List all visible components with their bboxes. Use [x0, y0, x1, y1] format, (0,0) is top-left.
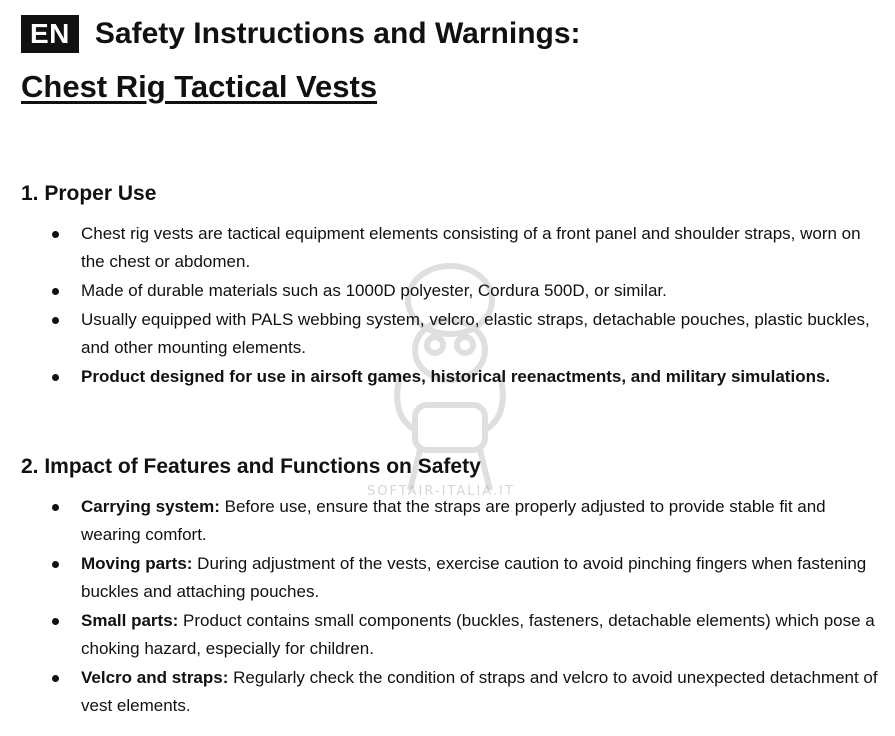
bullet-icon: [52, 374, 59, 381]
document-page: [21, 14, 881, 721]
list-item: Carrying system: Before use, ensure that the straps are properly adjusted to provide stable fit and wearing comfort.: [21, 493, 881, 549]
list-item: Small parts: Product contains small components (buckles, fasteners, detachable elements) which pose a choking hazard, especially for children.: [21, 607, 881, 663]
bullet-icon: [52, 504, 59, 511]
page-subtitle: Chest Rig Tactical Vests: [21, 69, 378, 104]
bullet-icon: [52, 675, 59, 682]
title-row: [21, 14, 881, 54]
section-heading-proper-use: 1. Proper Use: [21, 182, 157, 205]
list-item: Chest rig vests are tactical equipment elements consisting of a front panel and shoulder straps, worn on the chest or abdomen.: [21, 220, 881, 276]
bullet-icon: [52, 561, 59, 568]
bullet-icon: [52, 618, 59, 625]
watermark-text: SOFTAIR-ITALIA.IT: [367, 484, 515, 499]
language-badge: EN: [21, 15, 79, 53]
bullet-icon: [52, 317, 59, 324]
bullet-icon: [52, 288, 59, 295]
list-item: Made of durable materials such as 1000D polyester, Cordura 500D, or similar.: [21, 277, 881, 305]
section-heading-impact-safety: 2. Impact of Features and Functions on Safety: [21, 455, 481, 478]
list-item: Velcro and straps: Regularly check the condition of straps and velcro to avoid unexpected detachment of vest elements.: [21, 664, 881, 720]
impact-safety-list: [21, 493, 881, 720]
page-title: Safety Instructions and Warnings:: [94, 17, 581, 50]
bullet-icon: [52, 231, 59, 238]
proper-use-list: [21, 220, 881, 391]
list-item: Usually equipped with PALS webbing system, velcro, elastic straps, detachable pouches, plastic buckles, and other mounting elements.: [21, 306, 881, 362]
list-item: Product designed for use in airsoft games, historical reenactments, and military simulations.: [21, 363, 881, 391]
list-item: Moving parts: During adjustment of the vests, exercise caution to avoid pinching fingers when fastening buckles and attaching pouches.: [21, 550, 881, 606]
